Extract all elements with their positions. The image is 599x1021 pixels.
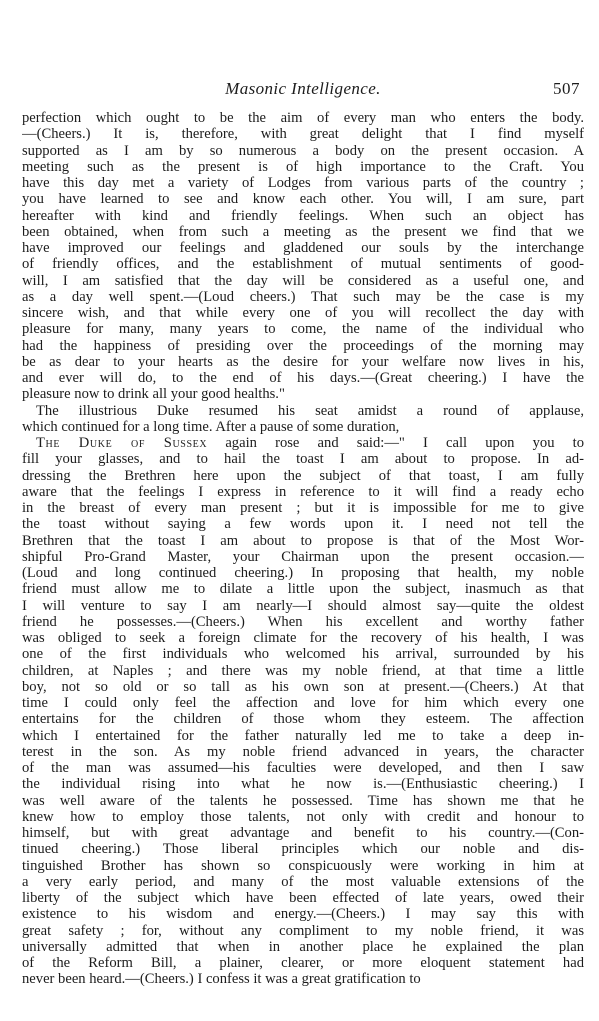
text-line: which continued for a long time. After a pause of some duration, — [22, 418, 400, 435]
text-line: which I entertained for the father naturally led me to take a deep in- — [22, 727, 584, 744]
text-line: of friendly offices, and the establishment of mutual sentiments of good- — [22, 256, 584, 273]
text-line: will, I am satisfied that the day will be considered as a useful one, and — [22, 272, 584, 289]
text-line: pleasure now to drink all your good healths." — [22, 386, 285, 403]
speaker-name: The Duke of Sussex — [36, 435, 208, 451]
text-line — [22, 435, 584, 451]
text-line: was well aware of the talents he possessed. Time has shown me that he — [22, 792, 584, 809]
text-line: of the man was assumed—his faculties were developed, and then I saw — [22, 760, 584, 776]
running-title: Masonic Intelligence. — [225, 79, 381, 98]
text-line-content: again rose and said:—" I call upon you to — [225, 435, 584, 451]
paragraph — [22, 110, 584, 403]
text-line: supported as I am by so numerous a body on the present occasion. A — [22, 142, 584, 159]
paragraph — [22, 435, 584, 988]
text-line: never been heard.—(Cheers.) I confess it was a great gratification to — [22, 971, 421, 988]
text-line: tinued cheering.) Those liberal principles which our noble and dis- — [22, 841, 584, 858]
paragraph — [22, 403, 584, 436]
text-line: great safety ; for, without any compliment to my noble friend, it was — [22, 922, 584, 939]
text-line: meeting such as the present is of high importance to the Craft. You — [22, 158, 584, 175]
text-line: hereafter with kind and friendly feelings. When such an object has — [22, 207, 584, 224]
text-line: you have learned to see and know each other. You will, I am sure, part — [22, 191, 584, 208]
running-head — [22, 79, 584, 101]
text-line: friend he possesses.—(Cheers.) When his excellent and worthy father — [22, 613, 584, 630]
text-line: universally admitted that when in another place he explained the plan — [22, 938, 584, 955]
text-line: existence to his wisdom and energy.—(Cheers.) I may say this with — [22, 906, 584, 923]
text-line: fill your glasses, and to hail the toast I am about to propose. In ad- — [22, 451, 584, 468]
text-line: I will venture to say I am nearly—I should almost say—quite the oldest — [22, 597, 584, 614]
body-text — [22, 110, 584, 988]
text-line: been obtained, when from such a meeting as the present we find that we — [22, 223, 584, 240]
text-line: one of the first individuals who welcomed his arrival, surrounded by his — [22, 646, 584, 663]
text-line: as a day well spent.—(Loud cheers.) That such may be the case is my — [22, 288, 584, 305]
text-line: The illustrious Duke resumed his seat amidst a round of applause, — [36, 402, 584, 419]
text-line: boy, not so old or so tall as his own son at present.—(Cheers.) At that — [22, 678, 584, 695]
text-line: Brethren that the toast I am about to propose is that of the Most Wor- — [22, 532, 584, 549]
text-line: the individual rising into what he now is.—(Enthusiastic cheering.) I — [22, 776, 584, 793]
text-line: in the breast of every man present ; but it is impossible for me to give — [22, 500, 584, 516]
text-line: pleasure for many, many years to come, the name of the individual who — [22, 321, 584, 338]
text-line: shipful Pro-Grand Master, your Chairman upon the present occasion.— — [22, 548, 584, 565]
text-line: be as dear to your hearts as the desire for your welfare now lives in his, — [22, 353, 584, 370]
text-line: the toast without saying a few words upon it. I need not tell the — [22, 516, 584, 533]
text-line: had the happiness of presiding over the proceedings of the morning may — [22, 337, 584, 354]
text-line: —(Cheers.) It is, therefore, with great delight that I find myself — [22, 126, 584, 143]
text-line: tinguished Brother has shown so conspicuously were working in him at — [22, 857, 584, 874]
text-line: terest in the son. As my noble friend advanced in years, the character — [22, 743, 584, 760]
text-line: liberty of the subject which have been effected of late years, owed their — [22, 890, 584, 906]
text-line: have improved our feelings and gladdened our souls by the interchange — [22, 240, 584, 256]
text-line: himself, but with great advantage and benefit to his country.—(Con- — [22, 825, 584, 841]
text-line: aware that the feelings I express in reference to it will find a ready echo — [22, 483, 584, 500]
text-line: perfection which ought to be the aim of every man who enters the body. — [22, 110, 584, 126]
text-line: friend must allow me to dilate a little upon the subject, inasmuch as that — [22, 581, 584, 598]
text-line: time I could only feel the affection and love for him which every one — [22, 695, 584, 711]
text-line: knew how to employ those talents, not only with credit and honour to — [22, 808, 584, 825]
text-line: a very early period, and many of the most valuable extensions of the — [22, 873, 584, 890]
text-line: was obliged to seek a foreign climate for the recovery of his health, I was — [22, 630, 584, 646]
text-line: sincere wish, and that while every one of you will recollect the day with — [22, 305, 584, 321]
text-line: and ever will do, to the end of his days.—(Great cheering.) I have the — [22, 370, 584, 386]
text-line: of the Reform Bill, a plainer, clearer, or more eloquent statement had — [22, 955, 584, 971]
page-number: 507 — [553, 79, 580, 98]
text-line: children, at Naples ; and there was my noble friend, at that time a little — [22, 662, 584, 679]
text-line: entertains for the children of those whom they esteem. The affection — [22, 711, 584, 728]
text-line: have this day met a variety of Lodges from various parts of the country ; — [22, 175, 584, 191]
text-line: dressing the Brethren here upon the subject of that toast, I am fully — [22, 467, 584, 484]
text-line: (Loud and long continued cheering.) In proposing that health, my noble — [22, 565, 584, 581]
